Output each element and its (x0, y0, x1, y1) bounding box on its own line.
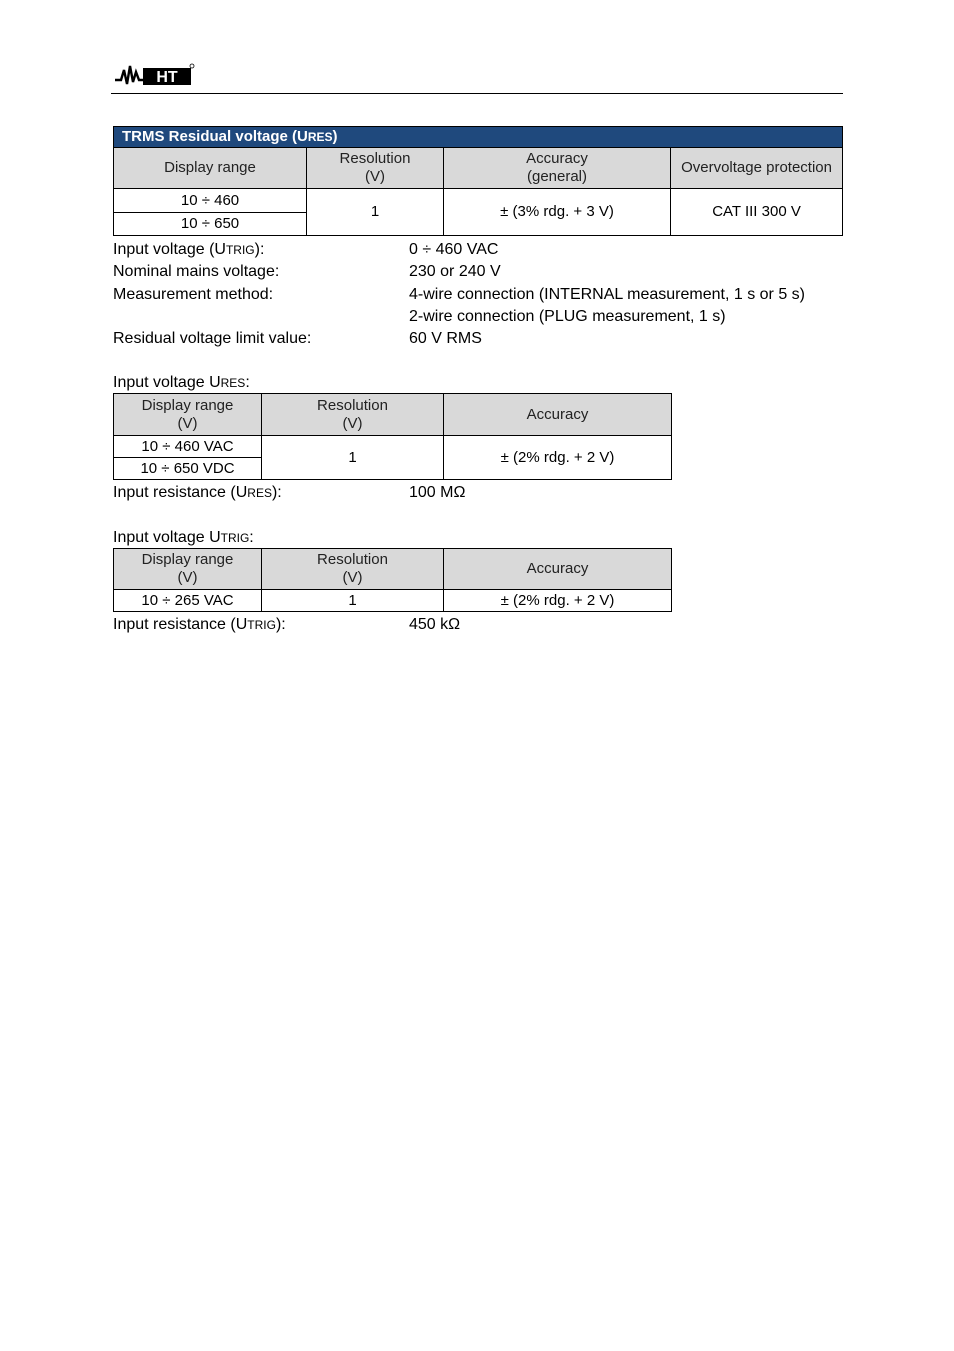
col-display-range: Display range (V) (114, 394, 262, 436)
col-overvoltage-protection: Overvoltage protection (671, 148, 843, 189)
ht-logo (113, 58, 195, 88)
cell-accuracy: ± (3% rdg. + 3 V) (444, 189, 671, 236)
cell-accuracy: ± (2% rdg. + 2 V) (444, 590, 672, 612)
cell-protection: CAT III 300 V (671, 189, 843, 236)
col-accuracy: Accuracy (general) (444, 148, 671, 189)
ht-logo-icon (113, 58, 195, 88)
table-row-range: 10 ÷ 460 (114, 189, 307, 213)
col-accuracy: Accuracy (444, 394, 672, 436)
table-row-range: 10 ÷ 650 (114, 213, 307, 236)
utrig-table (113, 548, 672, 612)
spec-limit-value: Residual voltage limit value: 60 V RMS (113, 330, 482, 347)
cell-resolution: 1 (262, 436, 444, 480)
col-accuracy: Accuracy (444, 549, 672, 590)
spec-measurement-method: Measurement method: 4-wire connection (INTERNAL measurement, 1 s or 5 s) (113, 286, 805, 303)
col-resolution: Resolution (V) (262, 394, 444, 436)
table-title: TRMS Residual voltage (URES) (114, 127, 843, 148)
ures-input-resistance: Input resistance (URES): 100 MΩ (113, 484, 466, 501)
table-row-range: 10 ÷ 265 VAC (114, 590, 262, 612)
cell-resolution: 1 (307, 189, 444, 236)
utrig-heading: Input voltage UTRIG: (113, 529, 254, 546)
cell-resolution: 1 (262, 590, 444, 612)
table-row-range: 10 ÷ 650 VDC (114, 458, 262, 480)
col-display-range: Display range (V) (114, 549, 262, 590)
logo-text: HT (156, 69, 178, 86)
spec-input-voltage: Input voltage (UTRIG): 0 ÷ 460 VAC (113, 241, 499, 258)
table-row-range: 10 ÷ 460 VAC (114, 436, 262, 458)
col-resolution: Resolution (V) (307, 148, 444, 189)
cell-accuracy: ± (2% rdg. + 2 V) (444, 436, 672, 480)
header-rule (111, 93, 843, 94)
col-resolution: Resolution (V) (262, 549, 444, 590)
col-display-range: Display range (114, 148, 307, 189)
trms-residual-voltage-table (113, 126, 843, 236)
ures-heading: Input voltage URES: (113, 374, 250, 391)
utrig-input-resistance: Input resistance (UTRIG): 450 kΩ (113, 616, 461, 633)
spec-nominal-voltage: Nominal mains voltage: 230 or 240 V (113, 263, 501, 280)
ures-table (113, 393, 672, 480)
